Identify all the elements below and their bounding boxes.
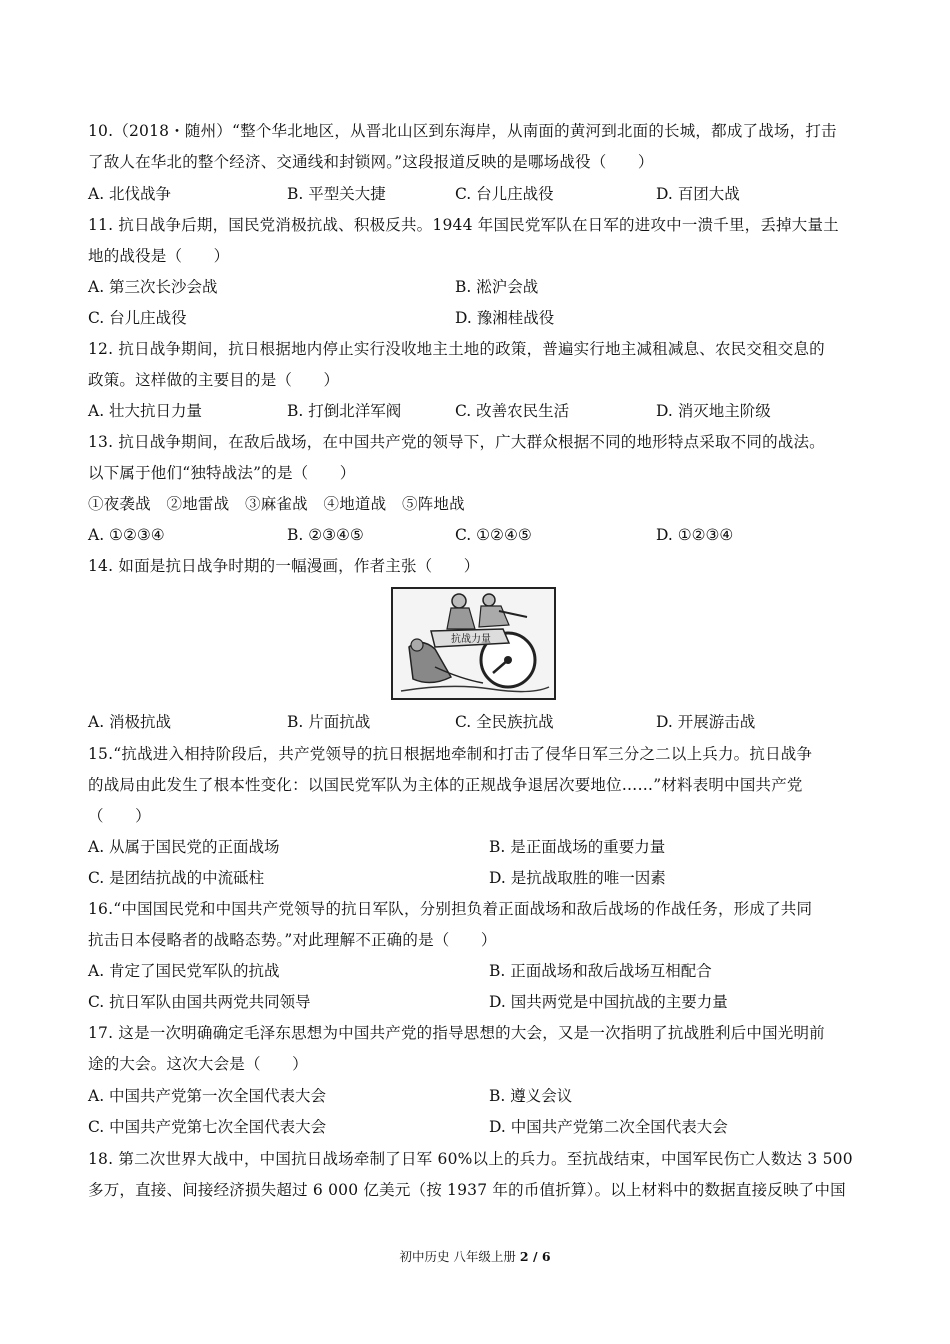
question-16-option-a: A. 肯定了国民党军队的抗战 — [88, 962, 280, 980]
question-15-line-3: （ ） — [88, 807, 151, 825]
question-12-option-a: A. 壮大抗日力量 — [88, 402, 203, 420]
question-17-line-1: 17. 这是一次明确确定毛泽东思想为中国共产党的指导思想的大会，又是一次指明了抗战胜利后中国光明前 — [88, 1024, 825, 1042]
footer-course: 初中历史 八年级上册 — [399, 1249, 520, 1264]
question-17-option-b: B. 遵义会议 — [489, 1087, 573, 1105]
question-10-option-a: A. 北伐战争 — [88, 185, 172, 203]
question-14-option-a: A. 消极抗战 — [88, 713, 172, 731]
question-16-line-1: 16.“中国国民党和中国共产党领导的抗日军队，分别担负着正面战场和敌后战场的作战任务，形成了共同 — [88, 900, 813, 918]
cartoon-label: 抗战力量 — [451, 634, 491, 645]
question-17-line-2: 途的大会。这次大会是（ ） — [88, 1055, 308, 1073]
question-12-line-2: 政策。这样做的主要目的是（ ） — [88, 371, 340, 389]
question-14-option-b: B. 片面抗战 — [287, 713, 371, 731]
page-footer — [0, 1247, 950, 1265]
question-13-option-c: C. ①②④⑤ — [455, 526, 532, 544]
question-10-line-2: 了敌人在华北的整个经济、交通线和封锁网。”这段报道反映的是哪场战役（ ） — [88, 153, 654, 171]
question-13-line-1: 13. 抗日战争期间，在敌后战场，在中国共产党的领导下，广大群众根据不同的地形特点采取不同的战法。 — [88, 433, 825, 451]
question-12-option-b: B. 打倒北洋军阀 — [287, 402, 402, 420]
question-16-option-b: B. 正面战场和敌后战场互相配合 — [489, 962, 712, 980]
question-13-line-2: 以下属于他们“独特战法”的是（ ） — [88, 464, 356, 482]
question-12-option-c: C. 改善农民生活 — [455, 402, 570, 420]
question-10-line-1: 10.（2018・随州）“整个华北地区，从晋北山区到东海岸，从南面的黄河到北面的长城，都成了战场，打击 — [88, 122, 837, 140]
question-17-option-c: C. 中国共产党第七次全国代表大会 — [88, 1118, 327, 1136]
question-15-option-c: C. 是团结抗战的中流砥柱 — [88, 869, 265, 887]
question-11-line-1: 11. 抗日战争后期，国民党消极抗战、积极反共。1944 年国民党军队在日军的进攻中一溃千里，丢掉大量土 — [88, 216, 839, 234]
question-12-option-d: D. 消灭地主阶级 — [656, 402, 771, 420]
question-13-option-b: B. ②③④⑤ — [287, 526, 364, 544]
question-17-option-a: A. 中国共产党第一次全国代表大会 — [88, 1087, 327, 1105]
question-10-option-b: B. 平型关大捷 — [287, 185, 386, 203]
question-16-option-d: D. 国共两党是中国抗战的主要力量 — [489, 993, 728, 1011]
footer-page-number: 2 / 6 — [519, 1249, 551, 1264]
question-16-line-2: 抗击日本侵略者的战略态势。”对此理解不正确的是（ ） — [88, 931, 497, 949]
question-15-option-b: B. 是正面战场的重要力量 — [489, 838, 666, 856]
question-13-option-a: A. ①②③④ — [88, 526, 165, 544]
cartoon-image — [391, 587, 556, 700]
question-11-option-b: B. 淞沪会战 — [455, 278, 539, 296]
question-18-line-2: 多万，直接、间接经济损失超过 6 000 亿美元（按 1937 年的币值折算）。以上材料中的数据直接反映了中国 — [88, 1181, 846, 1199]
question-15-line-2: 的战局由此发生了根本性变化：以国民党军队为主体的正规战争退居次要地位……”材料表明中国共产党 — [88, 776, 803, 794]
question-17-option-d: D. 中国共产党第二次全国代表大会 — [489, 1118, 728, 1136]
question-11-option-a: A. 第三次长沙会战 — [88, 278, 218, 296]
question-13-option-d: D. ①②③④ — [656, 526, 734, 544]
question-10-option-c: C. 台儿庄战役 — [455, 185, 554, 203]
question-14-option-c: C. 全民族抗战 — [455, 713, 554, 731]
question-14-option-d: D. 开展游击战 — [656, 713, 756, 731]
question-13-items: ①夜袭战 ②地雷战 ③麻雀战 ④地道战 ⑤阵地战 — [88, 495, 465, 513]
question-18-line-1: 18. 第二次世界大战中，中国抗日战场牵制了日军 60%以上的兵力。至抗战结束，中国军民伤亡人数达 3 500 — [88, 1150, 853, 1168]
question-16-option-c: C. 抗日军队由国共两党共同领导 — [88, 993, 311, 1011]
question-15-option-a: A. 从属于国民党的正面战场 — [88, 838, 280, 856]
question-11-line-2: 地的战役是（ ） — [88, 247, 230, 265]
question-11-option-d: D. 豫湘桂战役 — [455, 309, 555, 327]
question-12-line-1: 12. 抗日战争期间，抗日根据地内停止实行没收地主土地的政策，普遍实行地主减租减息、农民交租交息的 — [88, 340, 825, 358]
question-15-option-d: D. 是抗战取胜的唯一因素 — [489, 869, 666, 887]
question-15-line-1: 15.“抗战进入相持阶段后，共产党领导的抗日根据地牵制和打击了侵华日军三分之二以上兵力。抗日战争 — [88, 745, 813, 763]
question-14-line-1: 14. 如面是抗日战争时期的一幅漫画，作者主张（ ） — [88, 557, 480, 575]
question-10-option-d: D. 百团大战 — [656, 185, 740, 203]
question-11-option-c: C. 台儿庄战役 — [88, 309, 187, 327]
